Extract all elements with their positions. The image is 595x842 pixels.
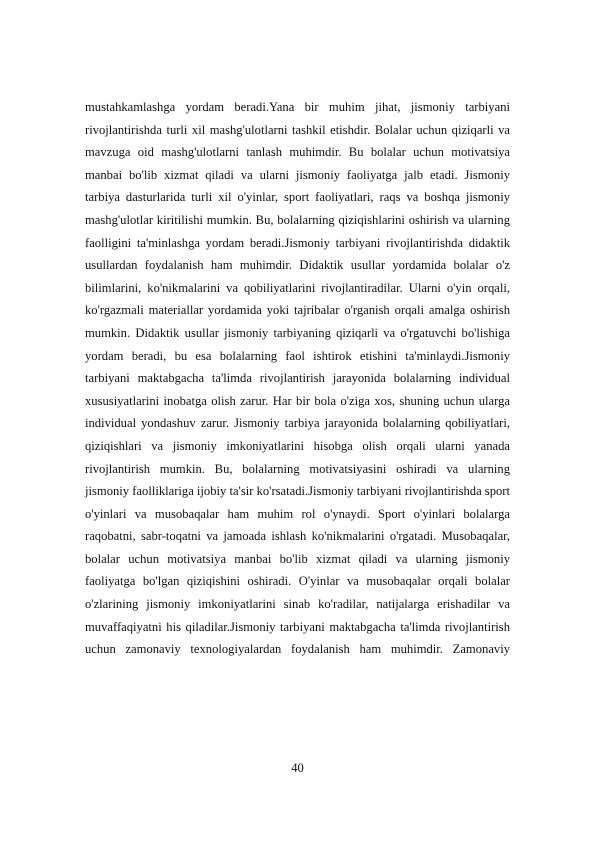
page-number: 40: [291, 761, 304, 775]
body-paragraph: mustahkamlashga yordam beradi.Yana bir muhim jihat, jismoniy tarbiyani rivojlantirishda turli xil mashg'ulotlarni tashkil etishdir. Bolalar uchun qiziqarli va mavzuga oid mashg'ulotlarni tanlash muhimdir. Bu bolalar uchun motivatsiya manbai bo'lib xizmat qiladi va ularni jismoniy faoliyatga jalb etadi. Jismoniy tarbiya dasturlarida turli xil o'yinlar, sport faoliyatlari, raqs va boshqa jismoniy mashg'ulotlar kiritilishi mumkin. Bu, bolalarning qiziqishlarini oshirish va ularning faolligini ta'minlashga yordam beradi.Jismoniy tarbiyani rivojlantirishda didaktik usullardan foydalanish ham muhimdir. Didaktik usullar yordamida bolalar o'z bilimlarini, ko'nikmalarini va qobiliyatlarini rivojlantiradilar. Ularni o'yin orqali, ko'rgazmali materiallar yordamida yoki tajribalar o'rganish orqali amalga oshirish mumkin. Didaktik usullar jismoniy tarbiyaning qiziqarli va o'rgatuvchi bo'lishiga yordam beradi, bu esa bolalarning faol ishtirok etishini ta'minlaydi.Jismoniy tarbiyani maktabgacha ta'limda rivojlantirish jarayonida bolalarning individual xususiyatlarini inobatga olish zarur. Har bir bola o'ziga xos, shuning uchun ularga individual yondashuv zarur. Jismoniy tarbiya jarayonida bolalarning qobiliyatlari, qiziqishlari va jismoniy imkoniyatlarini hisobga olish orqali ularni yanada rivojlantirish mumkin. Bu, bolalarning motivatsiyasini oshiradi va ularning jismoniy faolliklariga ijobiy ta'sir ko'rsatadi.Jismoniy tarbiyani rivojlantirishda sport o'yinlari va musobaqalar ham muhim rol o'ynaydi. Sport o'yinlari bolalarga raqobatni, sabr-toqatni va jamoada ishlash ko'nikmalarini o'rgatadi. Musobaqalar, bolalar uchun motivatsiya manbai bo'lib xizmat qiladi va ularning jismoniy faoliyatga bo'lgan qiziqishini oshiradi. O'yinlar va musobaqalar orqali bolalar o'zlarining jismoniy imkoniyatlarini sinab ko'radilar, natijalarga erishadilar va muvaffaqiyatni his qiladilar.Jismoniy tarbiyani maktabgacha ta'limda rivojlantirish uchun zamonaviy texnologiyalardan foydalanish ham muhimdir. Zamonaviy: [85, 100, 510, 657]
